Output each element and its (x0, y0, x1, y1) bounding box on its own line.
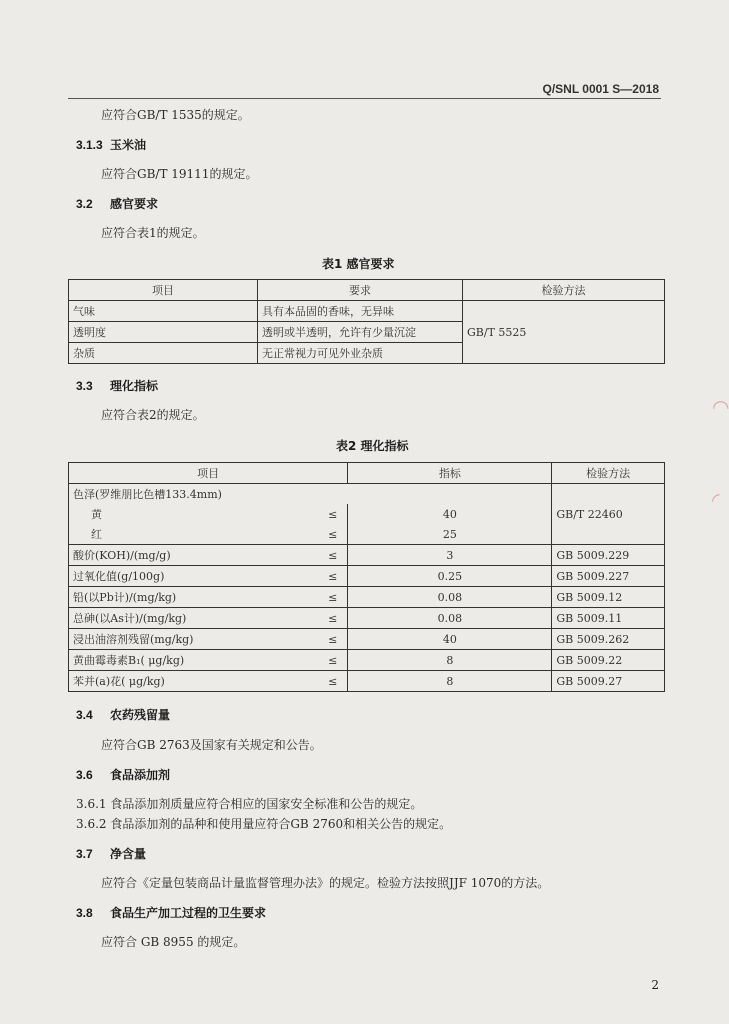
section-heading-3-3 (76, 377, 158, 394)
table-cell: 酸价(KOH)/(mg/g) (69, 545, 305, 566)
table-row (69, 301, 665, 322)
table-cell: 40 (348, 629, 552, 650)
table-cell: GB 5009.229 (552, 545, 665, 566)
table-header: 指标 (348, 463, 552, 484)
table-row (69, 545, 665, 566)
table-cell: 浸出油溶剂残留(mg/kg) (69, 629, 305, 650)
text-line: 应符合表2的规定。 (101, 408, 205, 422)
text-line: 3.6.1 食品添加剂质量应符合相应的国家安全标准和公告的规定。 (76, 797, 423, 811)
table-cell: ≤ (304, 545, 347, 566)
table-cell: 8 (348, 671, 552, 692)
section-title: 农药残留量 (110, 708, 171, 722)
table-cell: 过氧化值(g/100g) (69, 566, 305, 587)
table-cell: 0.25 (348, 566, 552, 587)
table-row (69, 566, 665, 587)
table-header: 要求 (258, 280, 463, 301)
table-row (69, 650, 665, 671)
section-title: 感官要求 (110, 197, 159, 211)
seal-stamp-fragment: ◜ (712, 488, 720, 512)
table-cell: 透明度 (69, 322, 258, 343)
section-title: 理化指标 (110, 379, 159, 393)
table-cell: 杂质 (69, 343, 258, 364)
text-line: 应符合GB 2763及国家有关规定和公告。 (101, 738, 322, 752)
table-cell: GB 5009.27 (552, 671, 665, 692)
table-cell-method: GB/T 5525 (463, 301, 665, 364)
table-row (69, 484, 665, 505)
table-cell: 0.08 (348, 587, 552, 608)
table-cell: 0.08 (348, 608, 552, 629)
table-cell: GB 5009.22 (552, 650, 665, 671)
table-cell: GB 5009.227 (552, 566, 665, 587)
table-cell: 具有本品固的香味，无异味 (258, 301, 463, 322)
table1-caption: 表1 感官要求 (322, 257, 395, 271)
table-cell: 3 (348, 545, 552, 566)
header-rule (68, 98, 661, 99)
table-cell: 透明或半透明，允许有少量沉淀 (258, 322, 463, 343)
section-heading-3-4 (76, 706, 170, 723)
standard-code: Q/SNL 0001 S—2018 (542, 82, 659, 96)
table-cell: 40 (348, 504, 552, 524)
section-number: 3.8 (76, 906, 93, 920)
table-cell: GB 5009.12 (552, 587, 665, 608)
table-row (69, 608, 665, 629)
section-number: 3.2 (76, 197, 93, 211)
table-cell: ≤ (328, 507, 338, 521)
seal-stamp-fragment: ◠ (712, 395, 729, 419)
table-header: 检验方法 (552, 463, 665, 484)
table-cell: 25 (348, 524, 552, 545)
table-header: 项目 (69, 280, 258, 301)
section-number: 3.1.3 (76, 138, 103, 152)
table-cell: 总砷(以As计)/(mg/kg) (69, 608, 305, 629)
table-cell: GB 5009.11 (552, 608, 665, 629)
table-cell: ≤ (304, 629, 347, 650)
text-line: 应符合GB/T 19111的规定。 (101, 167, 258, 181)
section-title: 玉米油 (110, 138, 147, 152)
section-title: 净含量 (110, 847, 147, 861)
section-number: 3.3 (76, 379, 93, 393)
table-cell: ≤ (304, 650, 347, 671)
table-cell: ≤ (304, 524, 347, 545)
page-number: 2 (651, 978, 659, 992)
section-heading-3-6 (76, 766, 170, 783)
table-cell: 黄曲霉毒素B₁( μg/kg) (69, 650, 305, 671)
table-cell: 色泽(罗维朋比色槽133.4mm) (69, 484, 552, 505)
table-cell: ≤ (304, 608, 347, 629)
table-cell: 8 (348, 650, 552, 671)
section-heading-3-7 (76, 845, 146, 862)
table-cell: 红 (69, 524, 305, 545)
table-header: 项目 (69, 463, 348, 484)
table2-physicochemical (68, 462, 665, 692)
table-cell: ≤ (304, 671, 347, 692)
section-title: 食品添加剂 (110, 768, 171, 782)
text-line: 3.6.2 食品添加剂的品种和使用量应符合GB 2760和相关公告的规定。 (76, 817, 452, 831)
table-row (69, 587, 665, 608)
table-cell: 苯并(a)花( μg/kg) (69, 671, 305, 692)
table1-sensory (68, 279, 665, 364)
section-number: 3.4 (76, 708, 93, 722)
table-row (69, 629, 665, 650)
text-line: 应符合GB/T 1535的规定。 (101, 108, 250, 122)
table-cell: ≤ (304, 566, 347, 587)
text-line: 应符合 GB 8955 的规定。 (101, 935, 246, 949)
table-row (69, 671, 665, 692)
table-cell: GB 5009.262 (552, 629, 665, 650)
section-heading-3-8 (76, 904, 266, 921)
table-cell: 气味 (69, 301, 258, 322)
table2-caption: 表2 理化指标 (336, 439, 409, 453)
section-heading-3-2 (76, 195, 158, 212)
section-title: 食品生产加工过程的卫生要求 (110, 906, 267, 920)
section-heading-3-1-3 (76, 136, 146, 153)
section-number: 3.7 (76, 847, 93, 861)
text-line: 应符合表1的规定。 (101, 226, 205, 240)
table-cell: 黄 (69, 504, 305, 524)
text-line: 应符合《定量包装商品计量监督管理办法》的规定。检验方法按照JJF 1070的方法。 (101, 876, 550, 890)
table-cell: ≤ (304, 587, 347, 608)
table-cell: 无正常视力可见外业杂质 (258, 343, 463, 364)
section-number: 3.6 (76, 768, 93, 782)
table-header: 检验方法 (463, 280, 665, 301)
table-cell: 铅(以Pb计)/(mg/kg) (69, 587, 305, 608)
table-cell-method: GB/T 22460 (552, 484, 665, 545)
